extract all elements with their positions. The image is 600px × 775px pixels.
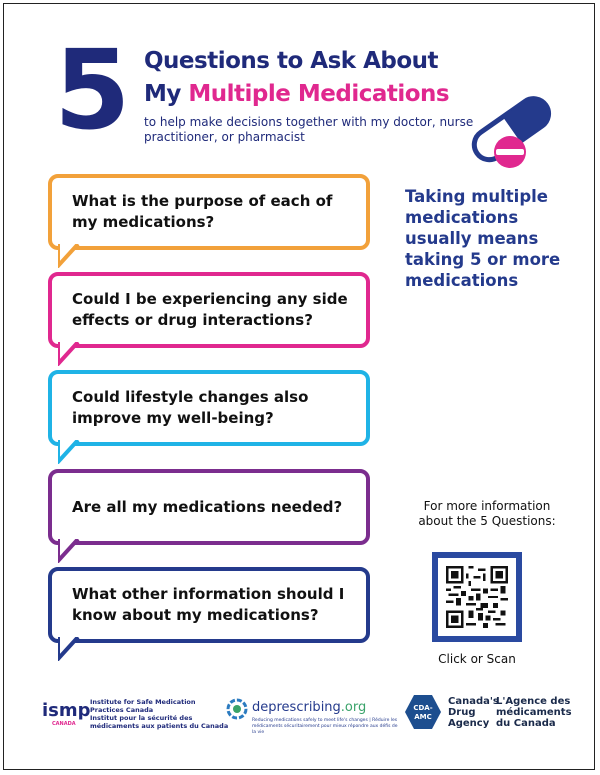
page-title-line1: Questions to Ask About [144, 48, 438, 74]
page-title-line2 [144, 81, 449, 107]
ismp-logo: ismp [42, 700, 91, 721]
side-note: Taking multiple medications usually means taking 5 or more medications [405, 187, 561, 290]
ismp-name [90, 698, 230, 730]
speech-tail-icon [58, 342, 82, 366]
title-accent: Multiple Medications [188, 81, 450, 107]
question-text: What is the purpose of each of my medications? [72, 192, 333, 231]
click-or-scan-label: Click or Scan [438, 652, 516, 666]
question-text: Could lifestyle changes also improve my well-being? [72, 388, 309, 427]
speech-tail-icon [58, 637, 82, 661]
qr-code-icon[interactable] [446, 566, 508, 628]
ismp-canada-label: CANADA [52, 721, 76, 727]
cda-name-en: Canada's Drug Agency [448, 696, 499, 729]
question-bubble-1 [48, 174, 370, 250]
ismp-name-en: Institute for Safe Medication Practices Canada [90, 698, 196, 714]
pill-capsule-icon [462, 88, 562, 172]
speech-tail-icon [58, 244, 82, 268]
question-bubble-4 [48, 469, 370, 545]
question-bubble-3 [48, 370, 370, 446]
number-five: 5 [54, 26, 127, 154]
svg-text:AMC: AMC [414, 713, 432, 721]
speech-tail-icon [58, 440, 82, 464]
deprescribing-tagline: Reducing medications safely to meet life's changes | Réduire les médicaments sécuritairement pour mieux répondre aux défis de la vie [252, 718, 398, 735]
question-bubble-2 [48, 272, 370, 348]
speech-tail-icon [58, 539, 82, 563]
deprescribing-logo: deprescribing.org [252, 700, 367, 715]
title-plain: My [144, 81, 189, 107]
ismp-name-fr: Institut pour la sécurité des médicaments aux patients du Canada [90, 714, 229, 730]
more-info-text: For more information about the 5 Questions: [418, 499, 556, 528]
footer-logos [0, 690, 600, 750]
question-bubble-5 [48, 567, 370, 643]
question-text: Are all my medications needed? [72, 497, 343, 516]
question-text: Could I be experiencing any side effects or drug interactions? [72, 290, 348, 329]
page-subtitle: to help make decisions together with my doctor, nurse practitioner, or pharmacist [144, 115, 474, 144]
cda-name-fr: L'Agence des médicaments du Canada [496, 696, 572, 729]
deprescribing-logo-icon [226, 698, 248, 720]
question-text: What other information should I know about my medications? [72, 585, 345, 624]
svg-text:CDA-: CDA- [413, 704, 433, 712]
qr-code-link[interactable] [432, 552, 522, 642]
cda-amc-badge-icon [404, 694, 442, 730]
pill-tablet-icon [494, 136, 526, 168]
